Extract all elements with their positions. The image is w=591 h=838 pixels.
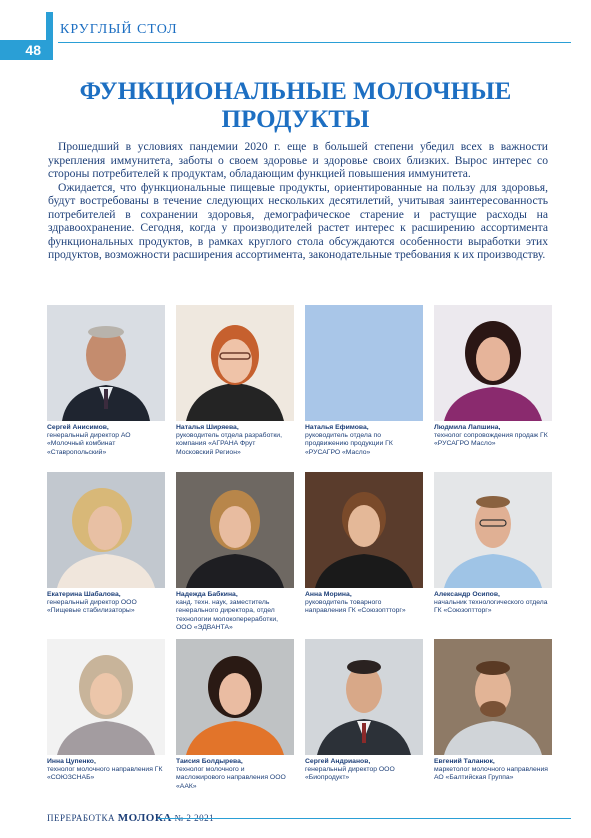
participant-card bbox=[434, 639, 552, 799]
participant-card bbox=[176, 305, 294, 472]
participant-card bbox=[305, 639, 423, 799]
intro-paragraph-2: Ожидается, что функциональные пищевые продукты, ориентированные на пользу для здоровья, будут востребованы в течение следующих нескольких десятилетий, учитывая заинтересованность потребителей в сохранении здоровья, демографическое старение и растущие расходы на здравоохранение. Сегодня, когда у производителей растет интерес к расширению ассортимента функциональных продуктов, в рамках круглого стола обсуждаются особенности выработки этих продуктов, возможности расширения ассортимента, законодательные требования к их производству. bbox=[48, 180, 548, 261]
participant-card bbox=[305, 305, 423, 472]
participant-role: начальник технологического отдела ГК «Союзоптторг» bbox=[434, 599, 548, 615]
article-intro bbox=[48, 140, 548, 262]
participant-photo bbox=[305, 472, 423, 588]
participant-role: технолог молочного направления ГК «СОЮЗСНАБ» bbox=[47, 766, 163, 782]
participant-name: Евгений Таланюк, bbox=[434, 758, 495, 765]
participant-photo bbox=[434, 472, 552, 588]
section-marker-bar bbox=[46, 12, 53, 60]
participant-photo bbox=[176, 639, 294, 755]
footer-rule bbox=[158, 818, 571, 819]
participant-card bbox=[176, 639, 294, 799]
participant-card bbox=[47, 472, 165, 639]
participant-role: руководитель товарного направления ГК «Союзоптторг» bbox=[305, 599, 406, 615]
participant-card bbox=[305, 472, 423, 639]
participant-photo bbox=[305, 639, 423, 755]
participant-card bbox=[176, 472, 294, 639]
participant-name: Наталья Ефимова, bbox=[305, 424, 369, 431]
participant-photo bbox=[47, 305, 165, 421]
participant-photo bbox=[434, 639, 552, 755]
participant-card bbox=[47, 305, 165, 472]
participant-name: Анна Морина, bbox=[305, 591, 352, 598]
participant-role: генеральный директор ООО «Пищевые стабилизаторы» bbox=[47, 599, 137, 615]
participant-role: генеральный директор АО «Молочный комбинат «Ставропольский» bbox=[47, 432, 131, 456]
participant-name: Александр Осипов, bbox=[434, 591, 500, 598]
participant-photo-placeholder bbox=[305, 305, 423, 421]
page-number: 48 bbox=[0, 40, 46, 60]
participants-grid bbox=[47, 305, 552, 799]
participant-role: маркетолог молочного направления АО «Балтийская Группа» bbox=[434, 766, 548, 782]
section-label: КРУГЛЫЙ СТОЛ bbox=[60, 22, 178, 37]
article-title-line1: ФУНКЦИОНАЛЬНЫЕ МОЛОЧНЫЕ bbox=[79, 78, 512, 105]
participant-photo bbox=[47, 472, 165, 588]
participant-card bbox=[47, 639, 165, 799]
intro-paragraph-1: Прошедший в условиях пандемии 2020 г. еще в большей степени убедил всех в важности укрепления иммунитета, заботы о своем здоровье и здоровье своих близких. Вырос интерес со стороны потребителей к продуктам, обладающим функцией повышения иммунитета. bbox=[48, 140, 548, 180]
footer-issue: № 2 2021 bbox=[174, 813, 215, 823]
participant-name: Таисия Болдырева, bbox=[176, 758, 243, 765]
participant-role: руководитель отдела по продвижению продукции ГК «РУСАГРО «Масло» bbox=[305, 432, 393, 456]
participant-role: технолог сопровождения продаж ГК «РУСАГРО Масло» bbox=[434, 432, 548, 448]
participant-name: Инна Цупенко, bbox=[47, 758, 96, 765]
participant-photo bbox=[176, 472, 294, 588]
participant-name: Людмила Лапшина, bbox=[434, 424, 501, 431]
participant-photo bbox=[47, 639, 165, 755]
participant-role: руководитель отдела разработки, компания «АГРАНА Фрут Московский Регион» bbox=[176, 432, 282, 456]
participant-photo bbox=[176, 305, 294, 421]
header-rule bbox=[58, 42, 571, 43]
participant-role: технолог молочного и масложирового направления ООО «ААК» bbox=[176, 766, 286, 790]
article-title-line2: ПРОДУКТЫ bbox=[221, 106, 370, 133]
participant-role: генеральный директор ООО «Биопродукт» bbox=[305, 766, 395, 782]
participant-role: канд. техн. наук, заместитель генерального директора, отдел технологии молокопереработки, ООО «ЭДВАНТА» bbox=[176, 599, 279, 631]
participant-name: Надежда Бабкина, bbox=[176, 591, 238, 598]
participant-card bbox=[434, 305, 552, 472]
participant-name: Сергей Анисимов, bbox=[47, 424, 109, 431]
participant-card bbox=[434, 472, 552, 639]
participant-name: Сергей Андрианов, bbox=[305, 758, 371, 765]
article-title bbox=[40, 78, 551, 134]
footer-prefix: ПЕРЕРАБОТКА bbox=[47, 813, 115, 823]
participant-photo bbox=[434, 305, 552, 421]
participant-name: Екатерина Шабалова, bbox=[47, 591, 121, 598]
participant-name: Наталья Ширяева, bbox=[176, 424, 239, 431]
footer-brand: МОЛОКА bbox=[117, 812, 172, 824]
